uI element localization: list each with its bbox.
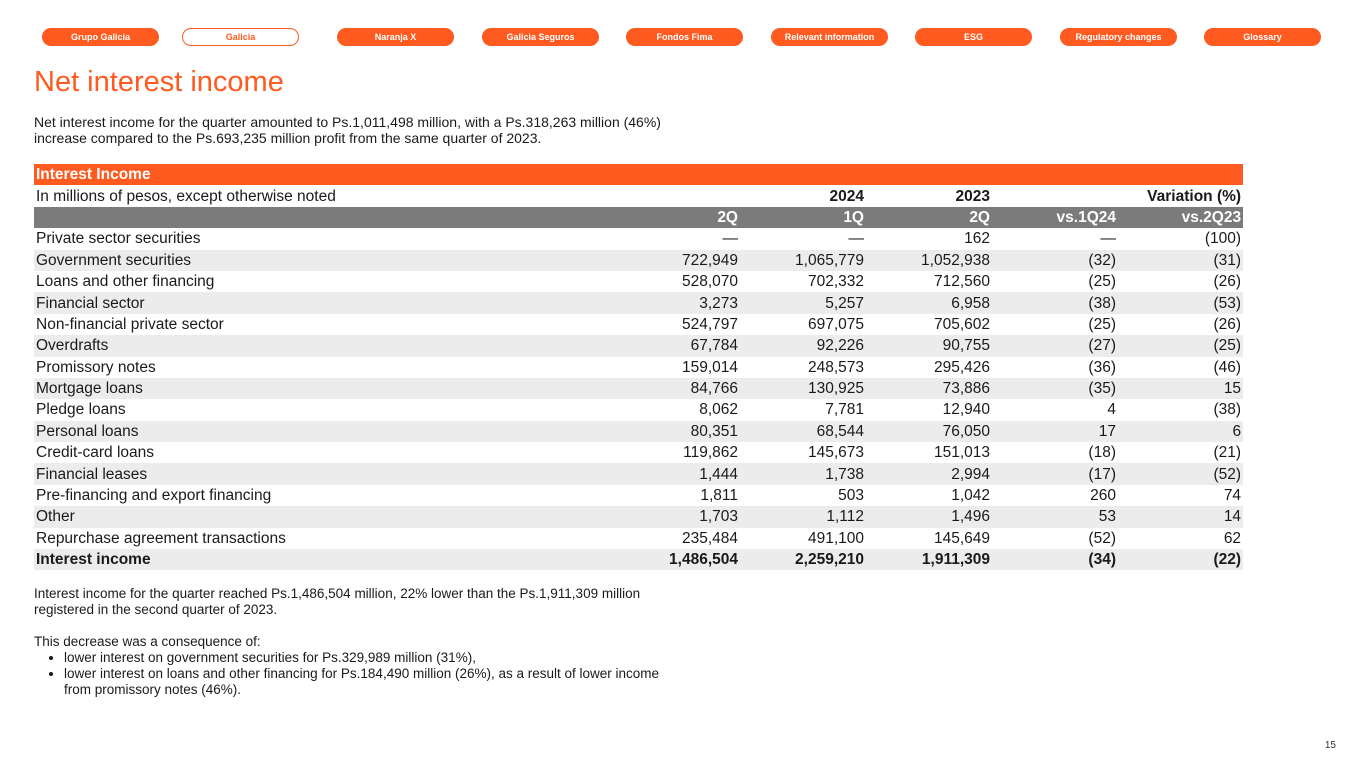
- nav-tab-esg[interactable]: ESG: [915, 28, 1032, 46]
- table-cell: 151,013: [933, 444, 990, 462]
- table-row: [34, 250, 1243, 271]
- commentary: [34, 586, 674, 698]
- row-label: Financial sector: [34, 292, 614, 313]
- table-cell: (38): [992, 292, 1118, 313]
- row-label: Interest income: [34, 549, 614, 570]
- table-cell: 68,544: [740, 421, 866, 442]
- table-cell: (18): [1088, 444, 1116, 462]
- table-cell: 119,862: [683, 444, 738, 462]
- unit-note: In millions of pesos, except otherwise noted: [36, 187, 336, 205]
- table-cell: —: [848, 230, 864, 248]
- table-row: [34, 528, 1243, 549]
- consequence-intro: This decrease was a consequence of:: [34, 634, 261, 649]
- table-cell: (32): [992, 250, 1118, 271]
- table-cell: (34): [992, 549, 1118, 570]
- table-cell: 145,649: [933, 529, 990, 547]
- row-label: Private sector securities: [36, 230, 201, 248]
- list-item: • lower interest on loans and other financing for Ps.184,490 million (26%), as a result of lower income from promissory notes (46%).: [64, 666, 674, 698]
- row-label: Credit-card loans: [36, 444, 155, 462]
- table-cell: 145,673: [807, 444, 864, 462]
- table-row: [34, 506, 1243, 527]
- table-cell: 697,075: [807, 315, 864, 333]
- nav-tab-naranja-x[interactable]: Naranja X: [337, 28, 454, 46]
- interest-income-table: [34, 164, 1243, 570]
- row-label: Loans and other financing: [36, 273, 215, 291]
- table-row: [34, 549, 1243, 570]
- table-cell: 528,070: [681, 273, 738, 291]
- table-cell: 1,444: [614, 463, 740, 484]
- table-row: [34, 378, 1243, 399]
- table-cell: 53: [992, 506, 1118, 527]
- row-label: Other: [34, 506, 614, 527]
- table-cell: (22): [1118, 549, 1243, 570]
- table-cell: 503: [838, 487, 864, 505]
- nav-tab-galicia-seguros[interactable]: Galicia Seguros: [482, 28, 599, 46]
- year-2024-label: 2024: [829, 187, 864, 205]
- table-cell: 1,811: [700, 487, 738, 505]
- list-item: • lower interest on government securities for Ps.329,989 million (31%),: [64, 650, 674, 666]
- table-cell: 1,042: [951, 487, 990, 505]
- table-cell: 90,755: [866, 335, 992, 356]
- top-navigation: [42, 28, 1322, 47]
- table-cell: (38): [1213, 401, 1242, 419]
- table-cell: (35): [992, 378, 1118, 399]
- table-cell: (25): [1088, 315, 1116, 333]
- table-cell: 702,332: [807, 273, 864, 291]
- column-header: vs.1Q24: [992, 207, 1118, 228]
- table-cell: (26): [1213, 315, 1242, 333]
- table-cell: 260: [1090, 487, 1116, 505]
- table-row: [34, 335, 1243, 356]
- table-cell: 1,052,938: [866, 250, 992, 271]
- table-row: [34, 271, 1243, 292]
- table-cell: 130,925: [740, 378, 866, 399]
- table-row: [34, 314, 1243, 335]
- table-cell: 6: [1118, 421, 1243, 442]
- table-cell: 80,351: [614, 421, 740, 442]
- row-label: Non-financial private sector: [36, 315, 224, 333]
- table-cell: (31): [1118, 250, 1243, 271]
- table-row: [34, 357, 1243, 378]
- table-cell: 722,949: [614, 250, 740, 271]
- table-cell: 73,886: [866, 378, 992, 399]
- table-cell: 62: [1223, 529, 1242, 547]
- table-title-row: [34, 164, 1243, 185]
- page-title: Net interest income: [34, 66, 284, 98]
- nav-tab-fondos-fima[interactable]: Fondos Fima: [626, 28, 743, 46]
- table-row: [34, 463, 1243, 484]
- row-label: Mortgage loans: [34, 378, 614, 399]
- table-cell: 67,784: [614, 335, 740, 356]
- table-cell: (52): [1118, 463, 1243, 484]
- table-cell: 8,062: [699, 401, 738, 419]
- table-cell: (25): [1088, 273, 1116, 291]
- table-cell: 248,573: [807, 358, 864, 376]
- table-cell: 5,257: [740, 292, 866, 313]
- table-cell: 74: [1223, 487, 1242, 505]
- table-cell: (36): [1088, 358, 1116, 376]
- table-cell: (21): [1213, 444, 1242, 462]
- table-row: [34, 485, 1243, 506]
- table-cell: 15: [1118, 378, 1243, 399]
- variation-label: Variation (%): [1147, 187, 1242, 205]
- table-cell: 7,781: [825, 401, 864, 419]
- page-number: 15: [1324, 740, 1336, 751]
- column-header: vs.2Q23: [1118, 207, 1243, 228]
- table-cell: —: [1100, 230, 1116, 248]
- table-cell: —: [722, 230, 738, 248]
- table-cell: 3,273: [614, 292, 740, 313]
- table-cell: 712,560: [933, 273, 990, 291]
- table-row: [34, 442, 1243, 463]
- table-year-row: [34, 185, 1243, 206]
- nav-tab-relevant-information[interactable]: Relevant information: [771, 28, 888, 46]
- table-cell: 1,112: [740, 506, 866, 527]
- nav-tab-grupo-galicia[interactable]: Grupo Galicia: [42, 28, 159, 46]
- year-2023-label: 2023: [955, 187, 990, 205]
- row-label: Promissory notes: [36, 358, 156, 376]
- column-header: 2Q: [614, 207, 740, 228]
- intro-paragraph: Net interest income for the quarter amounted to Ps.1,011,498 million, with a Ps.318,263 million (46%) increase compared to the Ps.693,235 million profit from the same quarter of 2023.: [34, 114, 661, 146]
- table-column-header-row: [34, 207, 1243, 228]
- table-cell: (26): [1213, 273, 1242, 291]
- row-label: Repurchase agreement transactions: [36, 529, 286, 547]
- table-cell: 1,065,779: [740, 250, 866, 271]
- table-cell: (25): [1118, 335, 1243, 356]
- row-label: Pre-financing and export financing: [36, 487, 272, 505]
- consequence-list: [34, 650, 674, 698]
- row-label: Government securities: [34, 250, 614, 271]
- table-cell: 17: [992, 421, 1118, 442]
- table-cell: 12,940: [942, 401, 990, 419]
- table-row: [34, 399, 1243, 420]
- table-cell: 524,797: [681, 315, 738, 333]
- table-cell: 1,496: [866, 506, 992, 527]
- table-cell: 84,766: [614, 378, 740, 399]
- table-cell: (53): [1118, 292, 1243, 313]
- table-cell: 235,484: [681, 529, 738, 547]
- table-cell: 1,486,504: [614, 549, 740, 570]
- table-row: [34, 228, 1243, 249]
- table-cell: (27): [992, 335, 1118, 356]
- table-cell: 1,703: [614, 506, 740, 527]
- table-cell: 159,014: [681, 358, 738, 376]
- table-row: [34, 292, 1243, 313]
- row-label: Personal loans: [34, 421, 614, 442]
- table-cell: 4: [1107, 401, 1116, 419]
- table-row: [34, 421, 1243, 442]
- table-cell: 76,050: [866, 421, 992, 442]
- table-cell: (100): [1204, 230, 1242, 248]
- nav-tab-glossary[interactable]: Glossary: [1204, 28, 1321, 46]
- row-label: Financial leases: [34, 463, 614, 484]
- table-cell: (17): [992, 463, 1118, 484]
- row-label: Overdrafts: [34, 335, 614, 356]
- table-cell: (52): [1088, 529, 1116, 547]
- table-cell: 6,958: [866, 292, 992, 313]
- table-cell: 295,426: [933, 358, 990, 376]
- table-cell: 14: [1118, 506, 1243, 527]
- row-label: Pledge loans: [36, 401, 126, 419]
- table-cell: 491,100: [807, 529, 864, 547]
- table-cell: 162: [964, 230, 990, 248]
- table-cell: (46): [1213, 358, 1242, 376]
- nav-tab-galicia[interactable]: Galicia: [182, 28, 299, 46]
- table-title: Interest Income: [34, 164, 1243, 185]
- table-cell: 705,602: [933, 315, 990, 333]
- summary-paragraph: Interest income for the quarter reached Ps.1,486,504 million, 22% lower than the Ps.1,911,309 million registered in the second quarter of 2023.: [34, 586, 641, 617]
- nav-tab-regulatory-changes[interactable]: Regulatory changes: [1060, 28, 1177, 46]
- column-header: 2Q: [866, 207, 992, 228]
- column-header: 1Q: [740, 207, 866, 228]
- table-cell: 92,226: [740, 335, 866, 356]
- table-cell: 1,911,309: [866, 549, 992, 570]
- table-cell: 2,994: [866, 463, 992, 484]
- table-cell: 1,738: [740, 463, 866, 484]
- table-cell: 2,259,210: [740, 549, 866, 570]
